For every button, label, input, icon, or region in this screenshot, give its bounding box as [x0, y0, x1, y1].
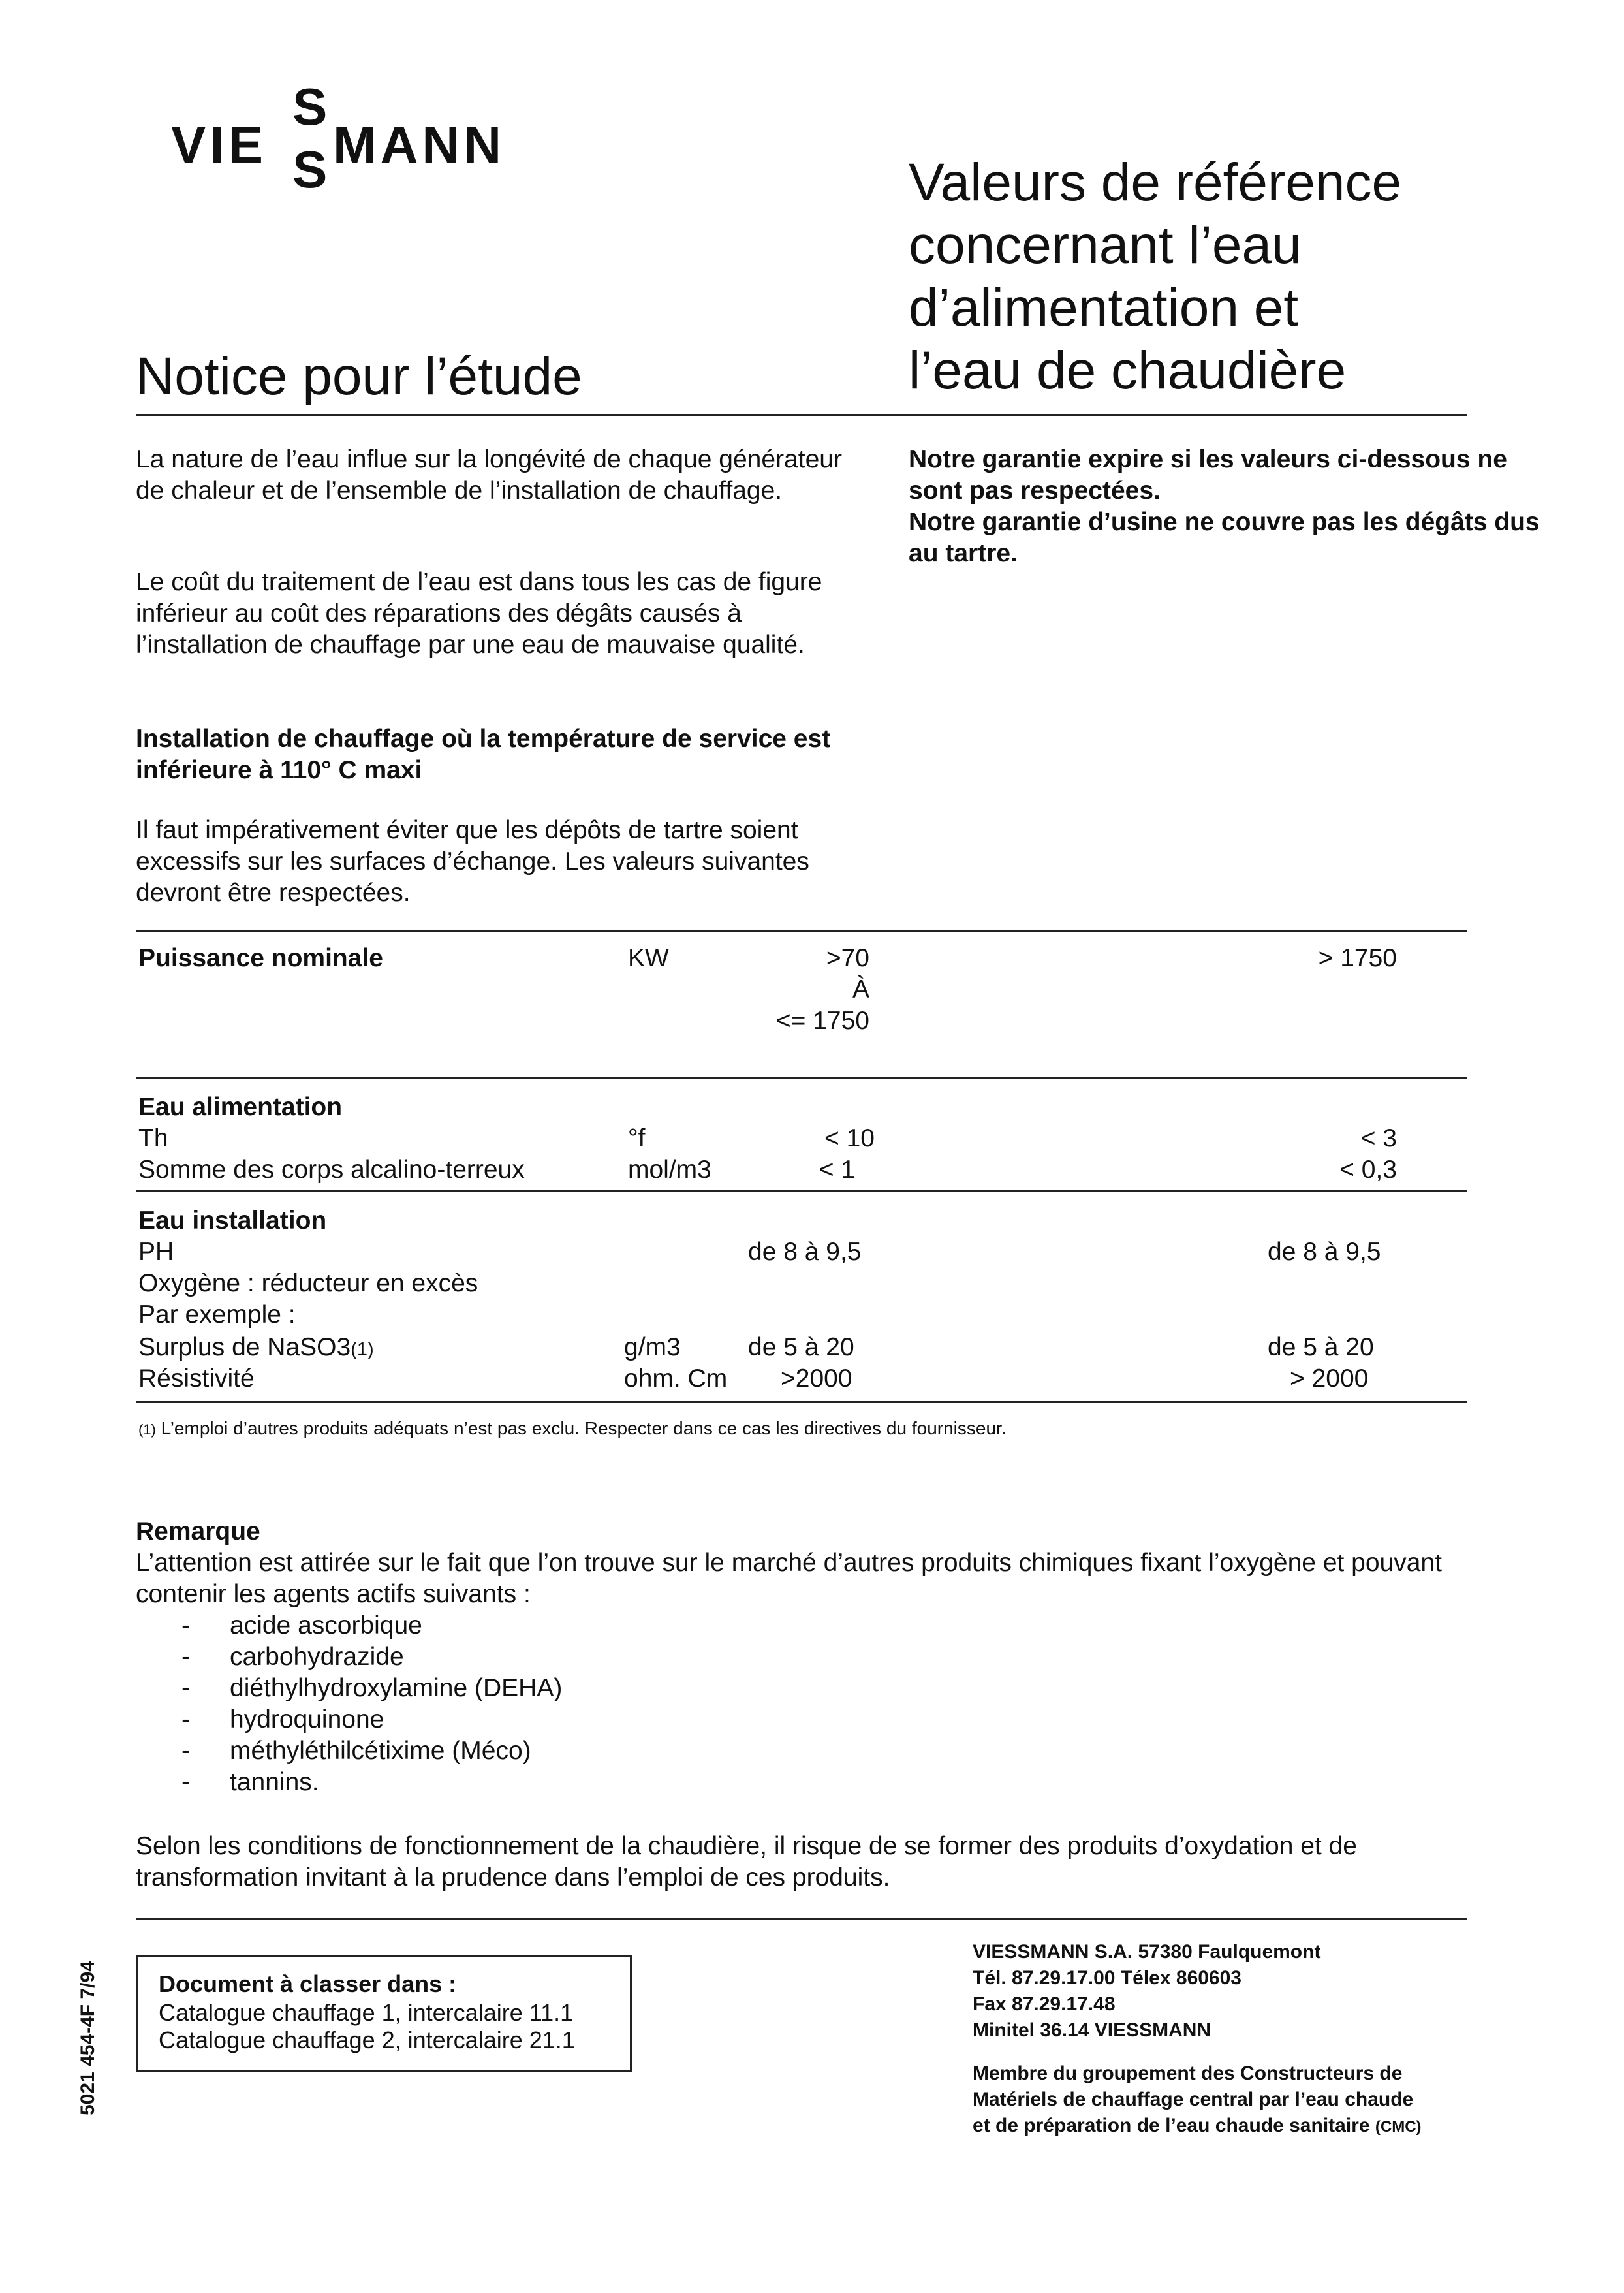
feed-row-alkaline-label: Somme des corps alcalino-terreux — [138, 1156, 525, 1184]
feed-row-alkaline-unit: mol/m3 — [628, 1156, 711, 1184]
logo-left: VIE — [171, 116, 267, 174]
naso3-text: Surplus de NaSO3 — [138, 1333, 351, 1361]
footnote-mark: (1) — [138, 1421, 156, 1438]
address-line-2: Tél. 87.29.17.00 Télex 860603 — [973, 1967, 1241, 1989]
logo-right: MANN — [333, 116, 505, 174]
footnote-text: L’emploi d’autres produits adéquats n’est pas exclu. Respecter dans ce cas les directives du fournisseur. — [161, 1418, 1007, 1438]
address-block — [973, 1939, 1422, 2140]
title-line-4: l’eau de chaudière — [909, 341, 1347, 400]
footer-rule — [136, 1918, 1467, 1920]
install-row-naso3-col2: de 5 à 20 — [1268, 1333, 1374, 1361]
viessmann-logo — [171, 77, 537, 208]
table-bottom-rule — [136, 1401, 1467, 1403]
document-code: 5021 454-4F 7/94 — [77, 1961, 99, 2115]
install-row-naso3-col1: de 5 à 20 — [748, 1333, 854, 1361]
power-col1-line-3: <= 1750 — [775, 1007, 869, 1035]
feed-row-th-col1: < 10 — [824, 1124, 875, 1152]
filing-box — [136, 1955, 632, 2072]
list-item: - méthyléthilcétixime (Méco) — [136, 1735, 1050, 1767]
feed-row-th-unit: °f — [628, 1124, 646, 1152]
install-row-ph-col2: de 8 à 9,5 — [1268, 1238, 1381, 1266]
intro-paragraph-3: Il faut impérativement éviter que les dépôts de tartre soient excessifs sur les surfaces d’échange. Les valeurs suivantes devront être respectées. — [136, 816, 809, 907]
filing-heading: Document à classer dans : — [159, 1970, 457, 1997]
power-col1-line-1: >70 — [826, 944, 869, 972]
table-top-rule — [136, 930, 1467, 932]
install-row-resistivity-col1: >2000 — [781, 1365, 852, 1393]
feed-heading: Eau alimentation — [138, 1093, 343, 1121]
list-item: - acide ascorbique — [136, 1610, 1050, 1641]
naso3-footnote-ref: (1) — [351, 1339, 374, 1360]
title-line-1: Valeurs de référence — [909, 153, 1402, 212]
member-line-1: Membre du groupement des Constructeurs de — [973, 2063, 1403, 2084]
notice-title: Notice pour l’étude — [136, 347, 582, 406]
install-heading: Eau installation — [138, 1207, 327, 1235]
document-title — [909, 151, 1401, 402]
power-col2: > 1750 — [1318, 944, 1397, 972]
intro-paragraph-1: La nature de l’eau influe sur la longévité de chaque générateur de chaleur et de l’ensemble de l’installation de chauffage. — [136, 445, 842, 505]
list-item: - hydroquinone — [136, 1704, 1050, 1735]
address-line-3: Fax 87.29.17.48 — [973, 1993, 1116, 2015]
intro-paragraph-2: Le coût du traitement de l’eau est dans tous les cas de figure inférieur au coût des réparations des dégâts causés à l’installation de chauffage par une eau de mauvaise qualité. — [136, 568, 822, 659]
power-col1-line-2: À — [852, 975, 869, 1004]
member-line-3 — [973, 2113, 1422, 2140]
remark-intro: L’attention est attirée sur le fait que l’on trouve sur le marché d’autres produits chimiques fixant l’oxygène et pouvant contenir les agents actifs suivants : — [136, 1549, 1442, 1608]
guarantee-line-1: Notre garantie expire si les valeurs ci-dessous ne sont pas respectées. — [909, 445, 1507, 505]
logo-s-bottom: S — [292, 140, 332, 198]
power-label: Puissance nominale — [138, 944, 383, 972]
table-rule-3 — [136, 1190, 1467, 1192]
table-footnote — [138, 1417, 1007, 1442]
header-rule — [136, 414, 1467, 416]
address-line-4: Minitel 36.14 VIESSMANN — [973, 2019, 1211, 2041]
remark-outro: Selon les conditions de fonctionnement de la chaudière, il risque de se former des produits d’oxydation et de transformation invitant à la prudence dans l’emploi de ces produits. — [136, 1832, 1357, 1891]
member-abbr: (CMC) — [1375, 2118, 1422, 2136]
member-line-2: Matériels de chauffage central par l’eau chaude — [973, 2089, 1414, 2110]
install-row-ph-col1: de 8 à 9,5 — [748, 1238, 862, 1266]
list-item: - tannins. — [136, 1767, 1050, 1798]
table-rule-2 — [136, 1077, 1467, 1079]
install-row-ph-label: PH — [138, 1238, 174, 1266]
title-line-3: d’alimentation et — [909, 278, 1299, 338]
filing-line-1: Catalogue chauffage 1, intercalaire 11.1 — [159, 1999, 574, 2026]
install-row-naso3-label — [138, 1332, 374, 1365]
install-row-resistivity-col2: > 2000 — [1290, 1365, 1369, 1393]
install-row-example-label: Par exemple : — [138, 1301, 296, 1329]
install-row-naso3-unit: g/m3 — [624, 1333, 681, 1361]
feed-row-th-label: Th — [138, 1124, 168, 1152]
member-line-3-text: et de préparation de l’eau chaude sanitaire — [973, 2115, 1370, 2136]
guarantee-line-2: Notre garantie d’usine ne couvre pas les dégâts dus au tartre. — [909, 508, 1540, 567]
logo-s-top: S — [292, 78, 332, 136]
list-item: - diéthylhydroxylamine (DEHA) — [136, 1673, 1050, 1704]
intro-heading: Installation de chauffage où la température de service est inférieure à 110° C maxi — [136, 725, 831, 784]
install-row-oxygen-label: Oxygène : réducteur en excès — [138, 1269, 478, 1297]
feed-row-alkaline-col1: < 1 — [819, 1156, 855, 1184]
install-row-resistivity-unit: ohm. Cm — [624, 1365, 728, 1393]
address-line-1: VIESSMANN S.A. 57380 Faulquemont — [973, 1941, 1321, 1963]
filing-line-2: Catalogue chauffage 2, intercalaire 21.1 — [159, 2027, 575, 2053]
remark-heading: Remarque — [136, 1517, 260, 1545]
power-unit: KW — [628, 944, 669, 972]
remark-list — [136, 1610, 1050, 1798]
title-line-2: concernant l’eau — [909, 215, 1302, 275]
install-row-resistivity-label: Résistivité — [138, 1365, 255, 1393]
guarantee-text — [909, 444, 1548, 569]
feed-row-alkaline-col2: < 0,3 — [1339, 1156, 1397, 1184]
list-item: - carbohydrazide — [136, 1641, 1050, 1673]
feed-row-th-col2: < 3 — [1360, 1124, 1397, 1152]
